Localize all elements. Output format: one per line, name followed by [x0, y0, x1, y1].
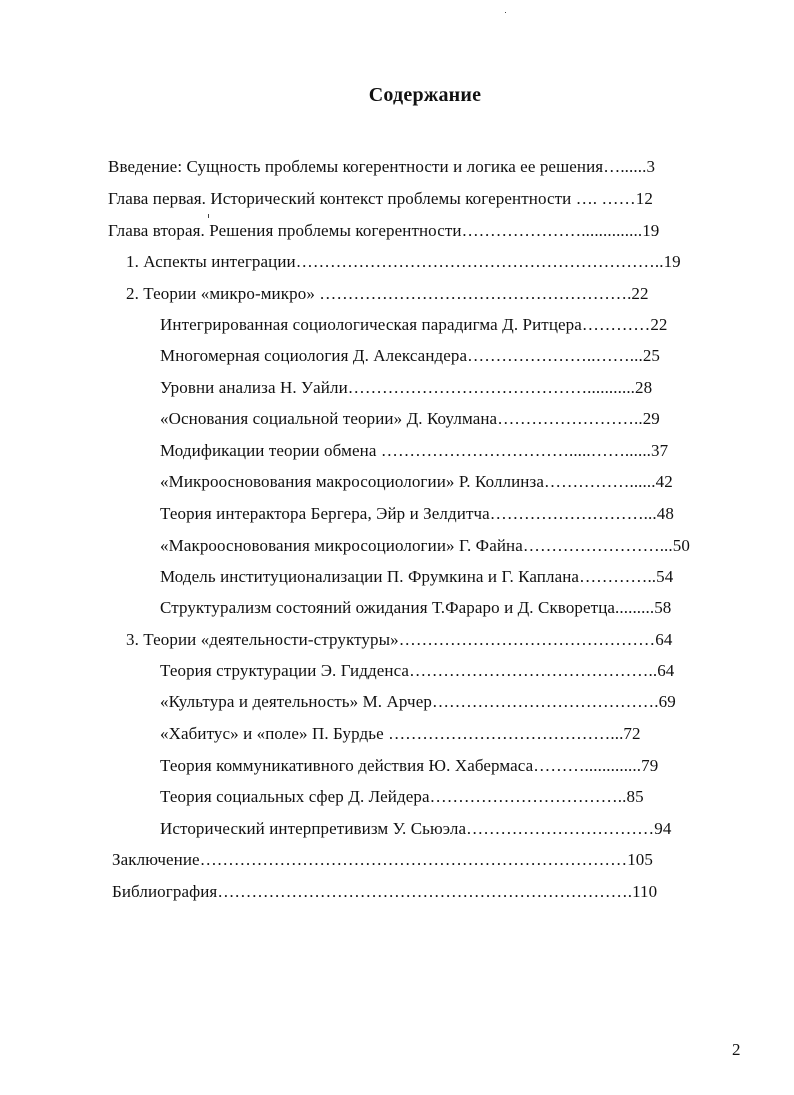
toc-entry-text: «Макроосновования микросоциологии» Г. Файна	[160, 536, 523, 555]
toc-entry	[160, 755, 658, 777]
toc-entry	[108, 220, 659, 242]
toc-entry-text: Глава вторая. Решения проблемы когерентности	[108, 221, 462, 240]
toc-entry-leader: ……………………..	[497, 409, 643, 428]
toc-entry-leader: ……………………………………..	[409, 661, 658, 680]
toc-entry-page: 3	[646, 157, 656, 176]
toc-entry	[160, 723, 641, 745]
toc-entry-leader: ……………………………………...........	[347, 378, 636, 397]
toc-entry-leader: …………………………………………………………………	[199, 850, 628, 869]
toc-entry	[160, 566, 673, 588]
toc-entry-page: 29	[642, 409, 660, 428]
toc-entry-page: 54	[656, 567, 674, 586]
toc-entry-text: «Хабитус» и «поле» П. Бурдье	[160, 724, 384, 743]
toc-entry-page: 22	[650, 315, 668, 334]
toc-entry	[108, 156, 655, 178]
toc-entry-page: 48	[656, 504, 674, 523]
toc-entry	[160, 818, 671, 840]
toc-entry	[160, 597, 671, 619]
toc-entry	[112, 881, 657, 903]
toc-entry-page: 105	[627, 850, 654, 869]
toc-entry-page: 37	[651, 441, 669, 460]
toc-entry	[112, 849, 653, 871]
toc-entry-text: «Основания социальной теории» Д. Коулмана	[160, 409, 498, 428]
toc-entry-text: Глава первая. Исторический контекст проблемы когерентности	[108, 189, 572, 208]
toc-entry	[126, 629, 672, 651]
toc-entry-leader: ……………......	[543, 472, 656, 491]
toc-entry-page: 42	[655, 472, 673, 491]
toc-entry	[126, 283, 649, 305]
toc-entry-page: 22	[631, 284, 649, 303]
toc-entry-text: Теория коммуникативного действия Ю. Хабермаса	[160, 756, 534, 775]
toc-entry-leader: …. ……	[571, 189, 636, 208]
toc-entry-leader: .........	[615, 598, 655, 617]
toc-entry-page: 50	[672, 536, 690, 555]
toc-entry-page: 79	[641, 756, 659, 775]
toc-entry-text: 2. Теории «микро-микро»	[126, 284, 315, 303]
toc-entry-leader: …………………………………...	[383, 724, 624, 743]
toc-entry-page: 72	[623, 724, 641, 743]
toc-entry-leader: ………………………………………………………..	[295, 252, 664, 271]
scan-speck	[505, 12, 506, 13]
toc-entry-text: 3. Теории «деятельности-структуры»	[126, 630, 399, 649]
toc-entry	[160, 691, 676, 713]
toc-entry-page: 58	[654, 598, 672, 617]
toc-entry-text: «Микроосновования макросоциологии» Р. Коллинзa	[160, 472, 544, 491]
toc-entry	[160, 535, 690, 557]
scan-speck	[208, 214, 209, 218]
toc-entry	[160, 503, 674, 525]
toc-entry-text: Теория социальных сфер Д. Лейдера	[160, 787, 430, 806]
toc-entry-page: 19	[663, 252, 681, 271]
toc-entry-leader: …………	[581, 315, 651, 334]
toc-entry	[160, 377, 652, 399]
toc-entry-page: 25	[642, 346, 661, 365]
toc-entry-page: 64	[655, 630, 673, 649]
toc-entry-leader: …………………..............	[461, 221, 643, 240]
toc-entry-leader: ………………………………………	[398, 630, 656, 649]
toc-entry-leader: …………..	[579, 567, 657, 586]
toc-entry-page: 85	[626, 787, 644, 806]
toc-entry-text: «Культура и деятельность» М. Арчер	[160, 692, 432, 711]
toc-entry-text: Многомерная социология Д. Александера	[160, 346, 468, 365]
toc-entry-leader: ………………………………….	[431, 692, 659, 711]
toc-entry	[160, 345, 660, 367]
toc-entry-page: 12	[635, 189, 653, 208]
toc-entry-text: Исторический интерпретивизм У. Сьюэла	[160, 819, 467, 838]
toc-entry-leader: …………………………….....……......	[376, 441, 652, 460]
toc-entry-text: Библиография	[112, 882, 218, 901]
toc-entry-page: 19	[642, 221, 660, 240]
toc-entry	[126, 251, 681, 273]
toc-entry	[160, 408, 660, 430]
toc-entry-text: 1. Аспекты интеграции	[126, 252, 296, 271]
page-number: 2	[732, 1040, 741, 1059]
toc-entry-page: 110	[632, 882, 658, 901]
toc-entry-page: 94	[654, 819, 672, 838]
toc-entry-page: 69	[658, 692, 676, 711]
toc-entry-page: 64	[657, 661, 675, 680]
toc-entry-text: Интегрированная социологическая парадигма Д. Ритцера	[160, 315, 582, 334]
toc-entry	[160, 660, 674, 682]
toc-entry-leader: …………………..……...	[467, 346, 643, 365]
toc-entry-leader: ……………………………..	[429, 787, 627, 806]
toc-entry-text: Модификации теории обмена	[160, 441, 377, 460]
toc-entry-text: Заключение	[112, 850, 200, 869]
toc-entry-text: Теория структурации Э. Гидденса	[160, 661, 410, 680]
toc-entry	[160, 786, 644, 808]
toc-entry-leader: ……………………………………………….	[314, 284, 632, 303]
toc-entry-text: Модель институционализации П. Фрумкина и Г. Каплана	[160, 567, 580, 586]
toc-entry	[160, 471, 673, 493]
toc-entry-leader: ……….............	[533, 756, 642, 775]
toc-entry	[108, 188, 653, 210]
toc-entry-page: 28	[635, 378, 653, 397]
toc-entry-text: Структурализм состояний ожидания Т.Фараро и Д. Скворетца	[160, 598, 616, 617]
toc-entry-text: Введение: Сущность проблемы когерентности и логика ее решения	[108, 157, 604, 176]
toc-entry-leader: ………………………...	[489, 504, 657, 523]
toc-entry	[160, 440, 668, 462]
toc-entry-leader: ……………………...	[522, 536, 673, 555]
toc-entry-leader: ……………………………	[466, 819, 655, 838]
toc-entry	[160, 314, 668, 336]
toc-entry-leader: …......	[603, 157, 647, 176]
toc-entry-text: Теория интерактора Бергера, Эйр и Зелдитча	[160, 504, 490, 523]
toc-entry-leader: ……………………………………………………………….	[217, 882, 633, 901]
toc-entry-text: Уровни анализа Н. Уайли	[160, 378, 348, 397]
page-title: Содержание	[368, 84, 482, 106]
